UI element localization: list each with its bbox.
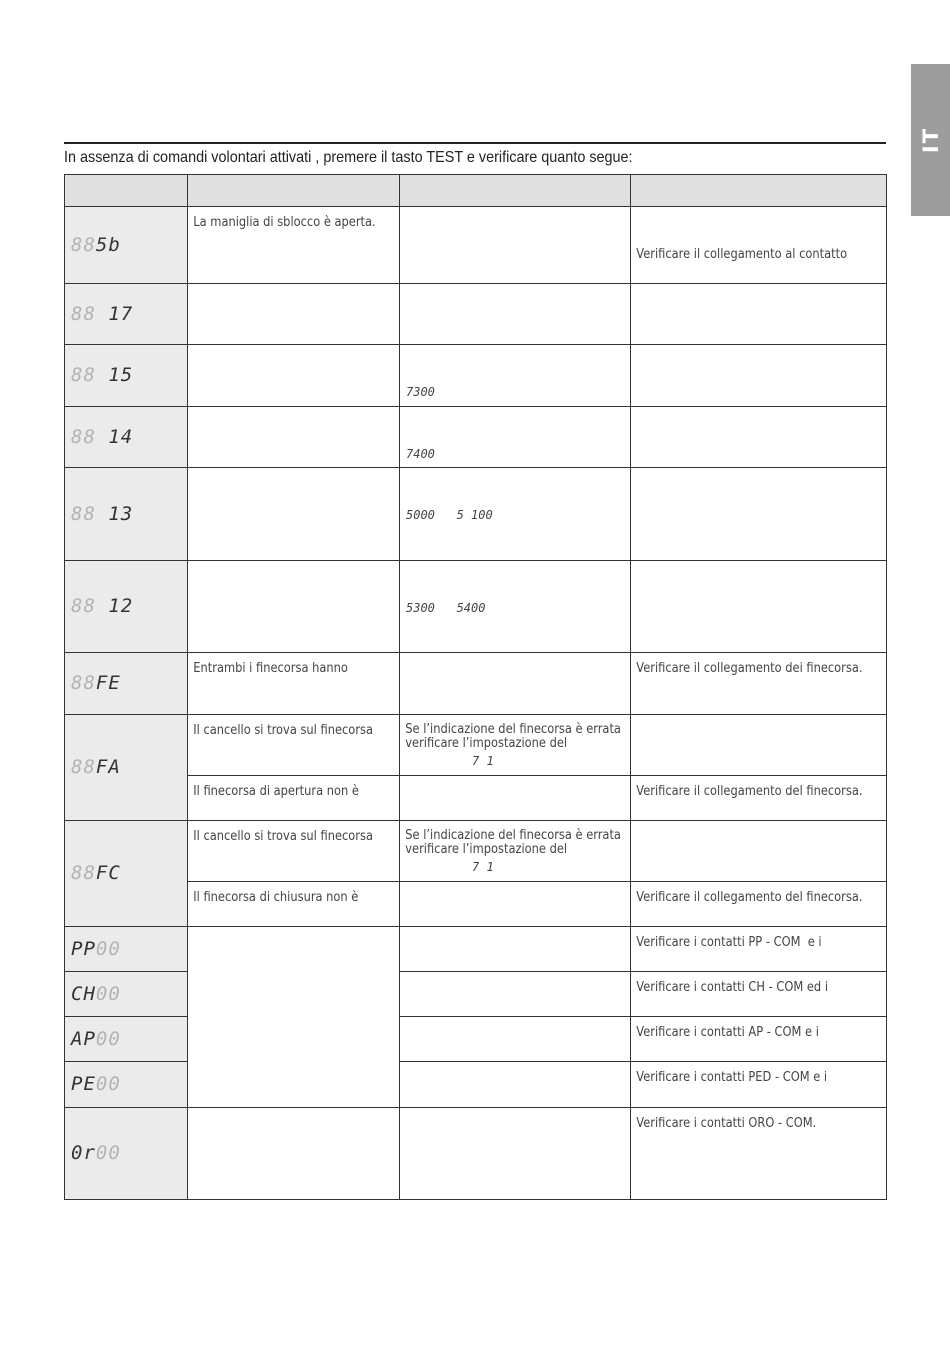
check-cell	[400, 776, 631, 821]
remedy-cell	[631, 284, 887, 345]
description-cell	[188, 1108, 400, 1200]
display-code: 88 15	[71, 364, 134, 386]
table-row	[65, 468, 887, 561]
check-cell	[400, 653, 631, 715]
language-tab-label: IT	[918, 126, 943, 154]
display-code-cell	[65, 561, 188, 653]
display-code: 88FA	[71, 756, 121, 778]
check-cell	[400, 207, 631, 284]
remedy-cell	[631, 821, 887, 882]
description-cell	[188, 821, 400, 882]
description-cell	[188, 927, 400, 1108]
remedy-cell	[631, 882, 887, 927]
description-cell	[188, 882, 400, 927]
check-cell	[400, 715, 631, 776]
header-cell-remedy	[631, 175, 887, 207]
table-header-row	[65, 175, 887, 207]
description-cell	[188, 345, 400, 407]
remedy-text: Verificare il collegamento al contatto	[636, 247, 848, 262]
display-code: AP00	[71, 1027, 121, 1050]
check-cell	[400, 927, 631, 972]
display-code-cell	[65, 407, 188, 468]
check-cell	[400, 1062, 631, 1108]
display-code-cell	[65, 821, 188, 927]
remedy-cell	[631, 1108, 887, 1200]
display-code: 88FC	[71, 862, 121, 884]
check-text	[400, 207, 602, 216]
description-cell	[188, 561, 400, 653]
check-cell	[400, 1108, 631, 1200]
parameter-code: 7 1	[472, 754, 494, 768]
display-code: 88 17	[71, 302, 134, 325]
check-cell	[400, 821, 631, 882]
table-row	[65, 407, 887, 468]
description-cell	[188, 207, 400, 284]
check-text: Se l’indicazione del finecorsa è errata verificare l’impostazione del	[405, 828, 621, 857]
parameter-code: 7300	[406, 385, 435, 399]
display-code: PE00	[71, 1073, 121, 1095]
intro-text: In assenza di comandi volontari attivati , premere il tasto TEST e verificare quanto segue:	[64, 149, 633, 166]
table-row	[65, 776, 887, 821]
display-code-cell	[65, 972, 188, 1017]
remedy-text: Verificare i contatti CH - COM ed i	[636, 980, 829, 995]
description-text: Il finecorsa di chiusura non è	[193, 890, 359, 905]
display-code-cell	[65, 653, 188, 715]
table-row	[65, 1108, 887, 1200]
display-code: 88 13	[71, 502, 134, 525]
table-row	[65, 207, 887, 284]
check-cell	[400, 284, 631, 345]
header-cell-display	[65, 175, 188, 207]
display-code-cell	[65, 1062, 188, 1108]
display-code-cell	[65, 1017, 188, 1062]
display-code-cell	[65, 284, 188, 345]
header-cell-description	[188, 175, 400, 207]
display-code: 88 12	[71, 595, 134, 617]
display-code-cell	[65, 927, 188, 972]
remedy-cell	[631, 345, 887, 407]
table-row	[65, 284, 887, 345]
remedy-cell	[631, 927, 887, 972]
description-cell	[188, 468, 400, 561]
parameter-code: 5300 5400	[406, 601, 486, 615]
parameter-code: 7 1	[472, 860, 494, 874]
remedy-text: Verificare i contatti PP - COM e i	[636, 935, 822, 950]
description-cell	[188, 715, 400, 776]
display-code: 88 14	[71, 425, 134, 448]
language-tab	[911, 64, 950, 216]
remedy-cell	[631, 715, 887, 776]
check-cell	[400, 407, 631, 468]
description-text: Il cancello si trova sul finecorsa	[193, 723, 373, 738]
check-cell	[400, 882, 631, 927]
table-row	[65, 345, 887, 407]
display-code: 0r00	[71, 1142, 121, 1164]
remedy-cell	[631, 653, 887, 715]
check-cell	[400, 345, 631, 407]
check-cell	[400, 561, 631, 653]
display-code-cell	[65, 1108, 188, 1200]
table-row	[65, 821, 887, 882]
remedy-cell	[631, 561, 887, 653]
table-row	[65, 715, 887, 776]
remedy-text: Verificare il collegamento del finecorsa.	[636, 890, 863, 905]
check-cell	[400, 972, 631, 1017]
remedy-text: Verificare i contatti ORO - COM.	[636, 1116, 817, 1131]
description-cell	[188, 653, 400, 715]
description-cell	[188, 284, 400, 345]
description-text: Entrambi i finecorsa hanno	[193, 661, 348, 676]
description-text: La maniglia di sblocco è aperta.	[193, 215, 376, 230]
display-code-cell	[65, 468, 188, 561]
check-cell	[400, 1017, 631, 1062]
remedy-cell	[631, 776, 887, 821]
remedy-text: Verificare il collegamento dei finecorsa.	[636, 661, 863, 676]
remedy-cell	[631, 972, 887, 1017]
parameter-code: 5000 5 100	[406, 508, 493, 522]
display-code: 88FE	[71, 672, 121, 694]
remedy-text: Verificare i contatti AP - COM e i	[636, 1025, 819, 1040]
remedy-cell	[631, 468, 887, 561]
check-cell	[400, 468, 631, 561]
description-cell	[188, 776, 400, 821]
display-code-cell	[65, 715, 188, 821]
remedy-cell	[631, 1017, 887, 1062]
remedy-cell	[631, 1062, 887, 1108]
remedy-text: Verificare il collegamento del finecorsa.	[636, 784, 863, 799]
check-text: Se l’indicazione del finecorsa è errata verificare l’impostazione del	[405, 722, 621, 751]
description-cell	[188, 407, 400, 468]
description-text: Il cancello si trova sul finecorsa	[193, 829, 373, 844]
diagnostics-table	[64, 174, 887, 1200]
remedy-text: Verificare i contatti PED - COM e i	[636, 1070, 828, 1085]
remedy-cell	[631, 407, 887, 468]
display-code: CH00	[71, 982, 121, 1005]
display-code-cell	[65, 345, 188, 407]
table-row	[65, 927, 887, 972]
table-row	[65, 561, 887, 653]
table-row	[65, 882, 887, 927]
table-row	[65, 653, 887, 715]
parameter-code: 7400	[406, 447, 435, 461]
header-cell-check	[400, 175, 631, 207]
description-text: Il finecorsa di apertura non è	[193, 784, 359, 799]
header-rule	[64, 142, 886, 144]
display-code-cell	[65, 207, 188, 284]
display-code: PP00	[71, 937, 121, 960]
remedy-cell	[631, 207, 887, 284]
display-code: 885b	[71, 233, 121, 256]
